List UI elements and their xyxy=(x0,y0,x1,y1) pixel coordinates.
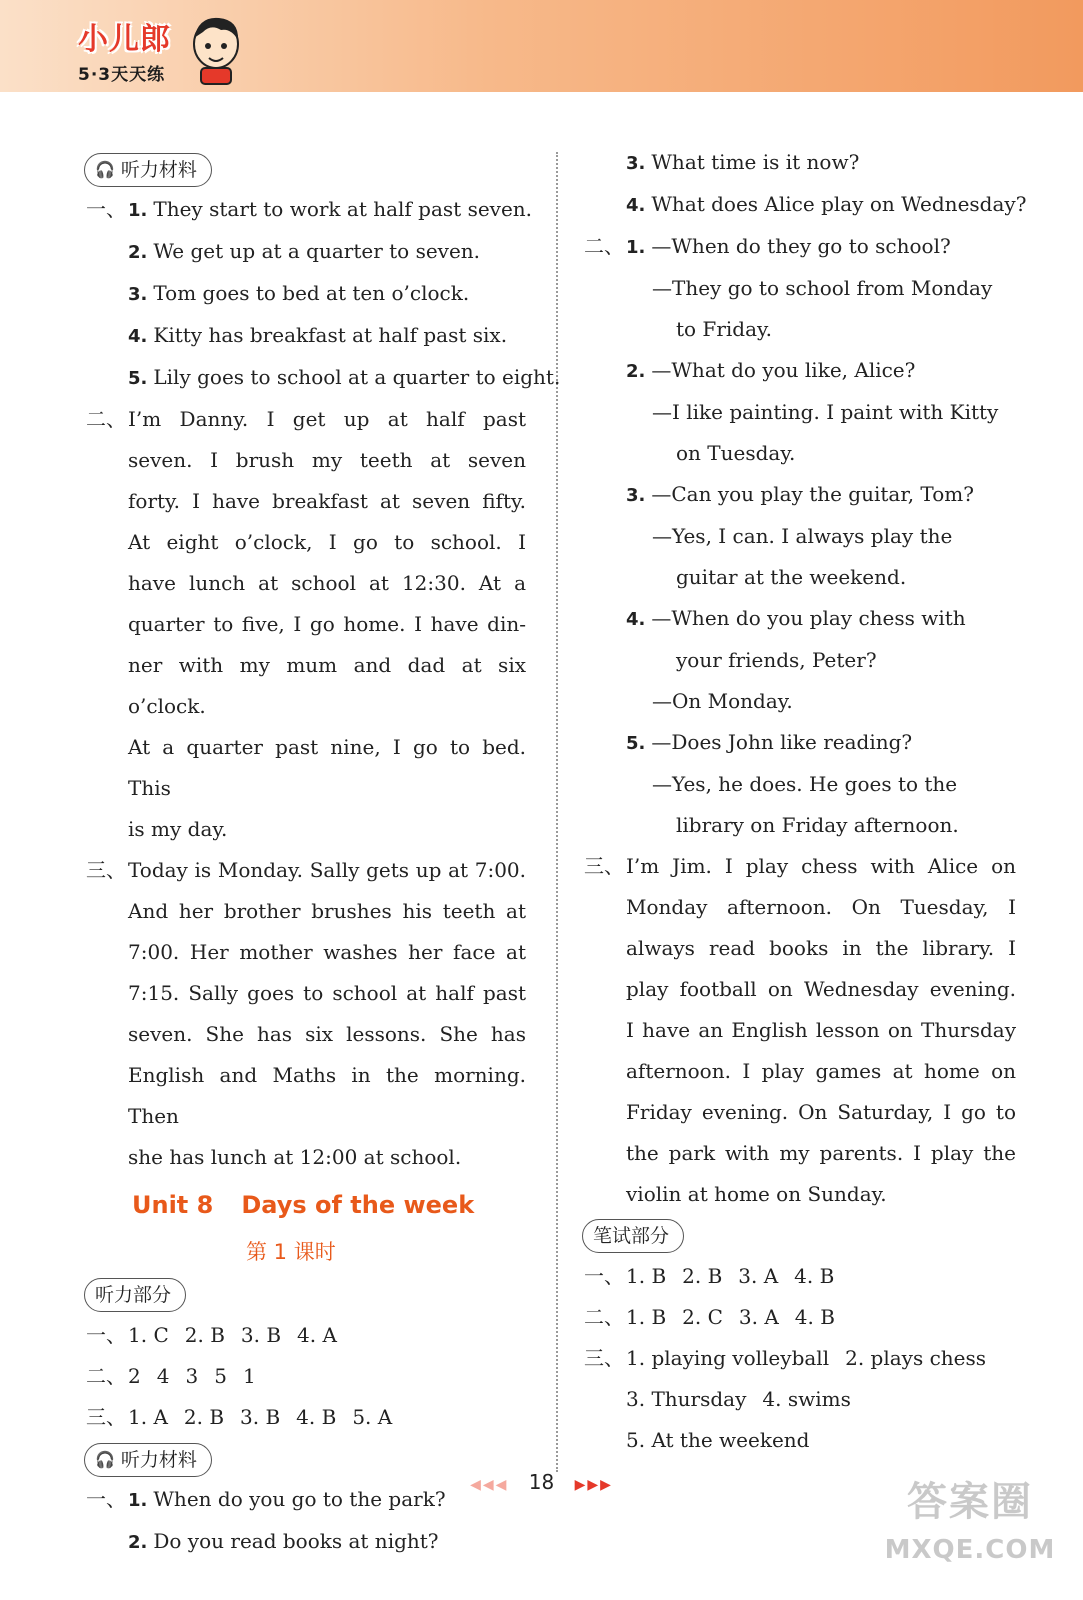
paragraph-line: Friday evening. On Saturday, I go to xyxy=(626,1100,1016,1124)
paragraph-line: play football on Wednesday evening. xyxy=(626,977,1016,1001)
dialogue-line: —They go to school from Monday xyxy=(652,276,993,300)
list-item: 4. What does Alice play on Wednesday? xyxy=(626,192,1027,216)
dialogue-line: 3. —Can you play the guitar, Tom? xyxy=(626,482,974,506)
paragraph-line: violin at home on Sunday. xyxy=(626,1182,887,1206)
paragraph-line: Monday afternoon. On Tuesday, I xyxy=(626,895,1016,919)
paragraph-line: forty. I have breakfast at seven fifty. xyxy=(128,489,526,513)
lesson-heading: 第 1 课时 xyxy=(246,1240,336,1264)
dialogue-line: —I like painting. I paint with Kitty xyxy=(652,400,999,424)
list-item: 3. What time is it now? xyxy=(626,150,860,174)
prev-arrows-icon: ◀◀◀ xyxy=(470,1477,509,1493)
list-item: 一、 1. They start to work at half past seven. xyxy=(86,197,533,221)
paragraph-line: have lunch at school at 12:30. At a xyxy=(128,571,526,595)
dialogue-line: —On Monday. xyxy=(652,689,793,713)
dialogue-line: 5. —Does John like reading? xyxy=(626,730,913,754)
unit-heading: Unit 8 Days of the week xyxy=(132,1191,475,1219)
paragraph-line: And her brother brushes his teeth at xyxy=(128,899,526,923)
next-arrows-icon: ▶▶▶ xyxy=(574,1477,613,1493)
paragraph-line: English and Maths in the morning. Then xyxy=(128,1063,526,1128)
column-divider xyxy=(556,152,558,1472)
headphones-icon: 🎧 xyxy=(95,1450,115,1469)
answer-row: 二、 2 4 3 5 1 xyxy=(86,1364,256,1388)
dialogue-line: —Yes, I can. I always play the xyxy=(652,524,953,548)
dialogue-line: 二、 1. —When do they go to school? xyxy=(584,234,951,258)
paragraph-line: seven. She has six lessons. She has xyxy=(128,1022,526,1046)
paragraph-line: At a quarter past nine, I go to bed. This xyxy=(128,735,526,800)
list-item: 2. Do you read books at night? xyxy=(128,1529,439,1553)
page-number: 18 xyxy=(528,1470,555,1494)
paragraph-line: 7:15. Sally goes to school at half past xyxy=(128,981,526,1005)
list-item: 一、 1. When do you go to the park? xyxy=(86,1487,446,1511)
logo-title: 小儿郎 xyxy=(78,22,171,57)
paragraph-line: quarter to five, I go home. I have din- xyxy=(128,612,526,636)
paragraph-line: I have an English lesson on Thursday xyxy=(626,1018,1016,1042)
paragraph-line: At eight o’clock, I go to school. I xyxy=(128,530,526,554)
boy-mascot-icon xyxy=(185,14,247,86)
list-item: 4. Kitty has breakfast at half past six. xyxy=(128,323,508,347)
dialogue-line: your friends, Peter? xyxy=(676,648,877,672)
paragraph-line: 7:00. Her mother washes her face at xyxy=(128,940,526,964)
paragraph-line: 三、 I’m Jim. I play chess with Alice on xyxy=(584,854,1016,878)
paragraph-line: seven. I brush my teeth at seven xyxy=(128,448,526,472)
paragraph-line: always read books in the library. I xyxy=(626,936,1016,960)
dialogue-line: —Yes, he does. He goes to the xyxy=(652,772,958,796)
dialogue-line: guitar at the weekend. xyxy=(676,565,907,589)
listening-part-label: 听力部分 xyxy=(84,1278,186,1312)
written-part-label: 笔试部分 xyxy=(582,1219,684,1253)
list-item: 3. Tom goes to bed at ten o’clock. xyxy=(128,281,470,305)
answer-row: 三、 1. playing volleyball 2. plays chess xyxy=(584,1346,987,1370)
paragraph-line: the park with my parents. I play the xyxy=(626,1141,1016,1165)
answer-row: 一、 1. B 2. B 3. A 4. B xyxy=(584,1264,835,1288)
headphones-icon: 🎧 xyxy=(95,160,115,179)
paragraph-line: 二、 I’m Danny. I get up at half past xyxy=(86,407,526,431)
paragraph-line: ner with my mum and dad at six o’clock. xyxy=(128,653,526,718)
answer-row: 5. At the weekend xyxy=(626,1428,810,1452)
dialogue-line: library on Friday afternoon. xyxy=(676,813,959,837)
paragraph-line: is my day. xyxy=(128,817,228,841)
paragraph-line: afternoon. I play games at home on xyxy=(626,1059,1016,1083)
answer-row: 一、 1. C 2. B 3. B 4. A xyxy=(86,1323,337,1347)
logo-subtitle: 5·3天天练 xyxy=(78,65,166,85)
answer-row: 3. Thursday 4. swims xyxy=(626,1387,851,1411)
list-item: 5. Lily goes to school at a quarter to eight. xyxy=(128,365,561,389)
right-column xyxy=(584,142,1027,1461)
logo xyxy=(78,24,171,85)
paragraph-line: 三、 Today is Monday. Sally gets up at 7:00. xyxy=(86,858,526,882)
dialogue-line: 4. —When do you play chess with xyxy=(626,606,966,630)
dialogue-line: 2. —What do you like, Alice? xyxy=(626,358,916,382)
listening-material-label: 🎧 听力材料 xyxy=(84,1443,212,1477)
dialogue-line: to Friday. xyxy=(676,317,772,341)
listening-material-label: 🎧 听力材料 xyxy=(84,153,212,187)
answer-row: 二、 1. B 2. C 3. A 4. B xyxy=(584,1305,835,1329)
dialogue-line: on Tuesday. xyxy=(676,441,796,465)
answer-row: 三、 1. A 2. B 3. B 4. B 5. A xyxy=(86,1405,393,1429)
list-item: 2. We get up at a quarter to seven. xyxy=(128,239,481,263)
watermark: 答案圈 MXQE.COM xyxy=(884,1479,1056,1565)
paragraph-line: she has lunch at 12:00 at school. xyxy=(128,1145,462,1169)
